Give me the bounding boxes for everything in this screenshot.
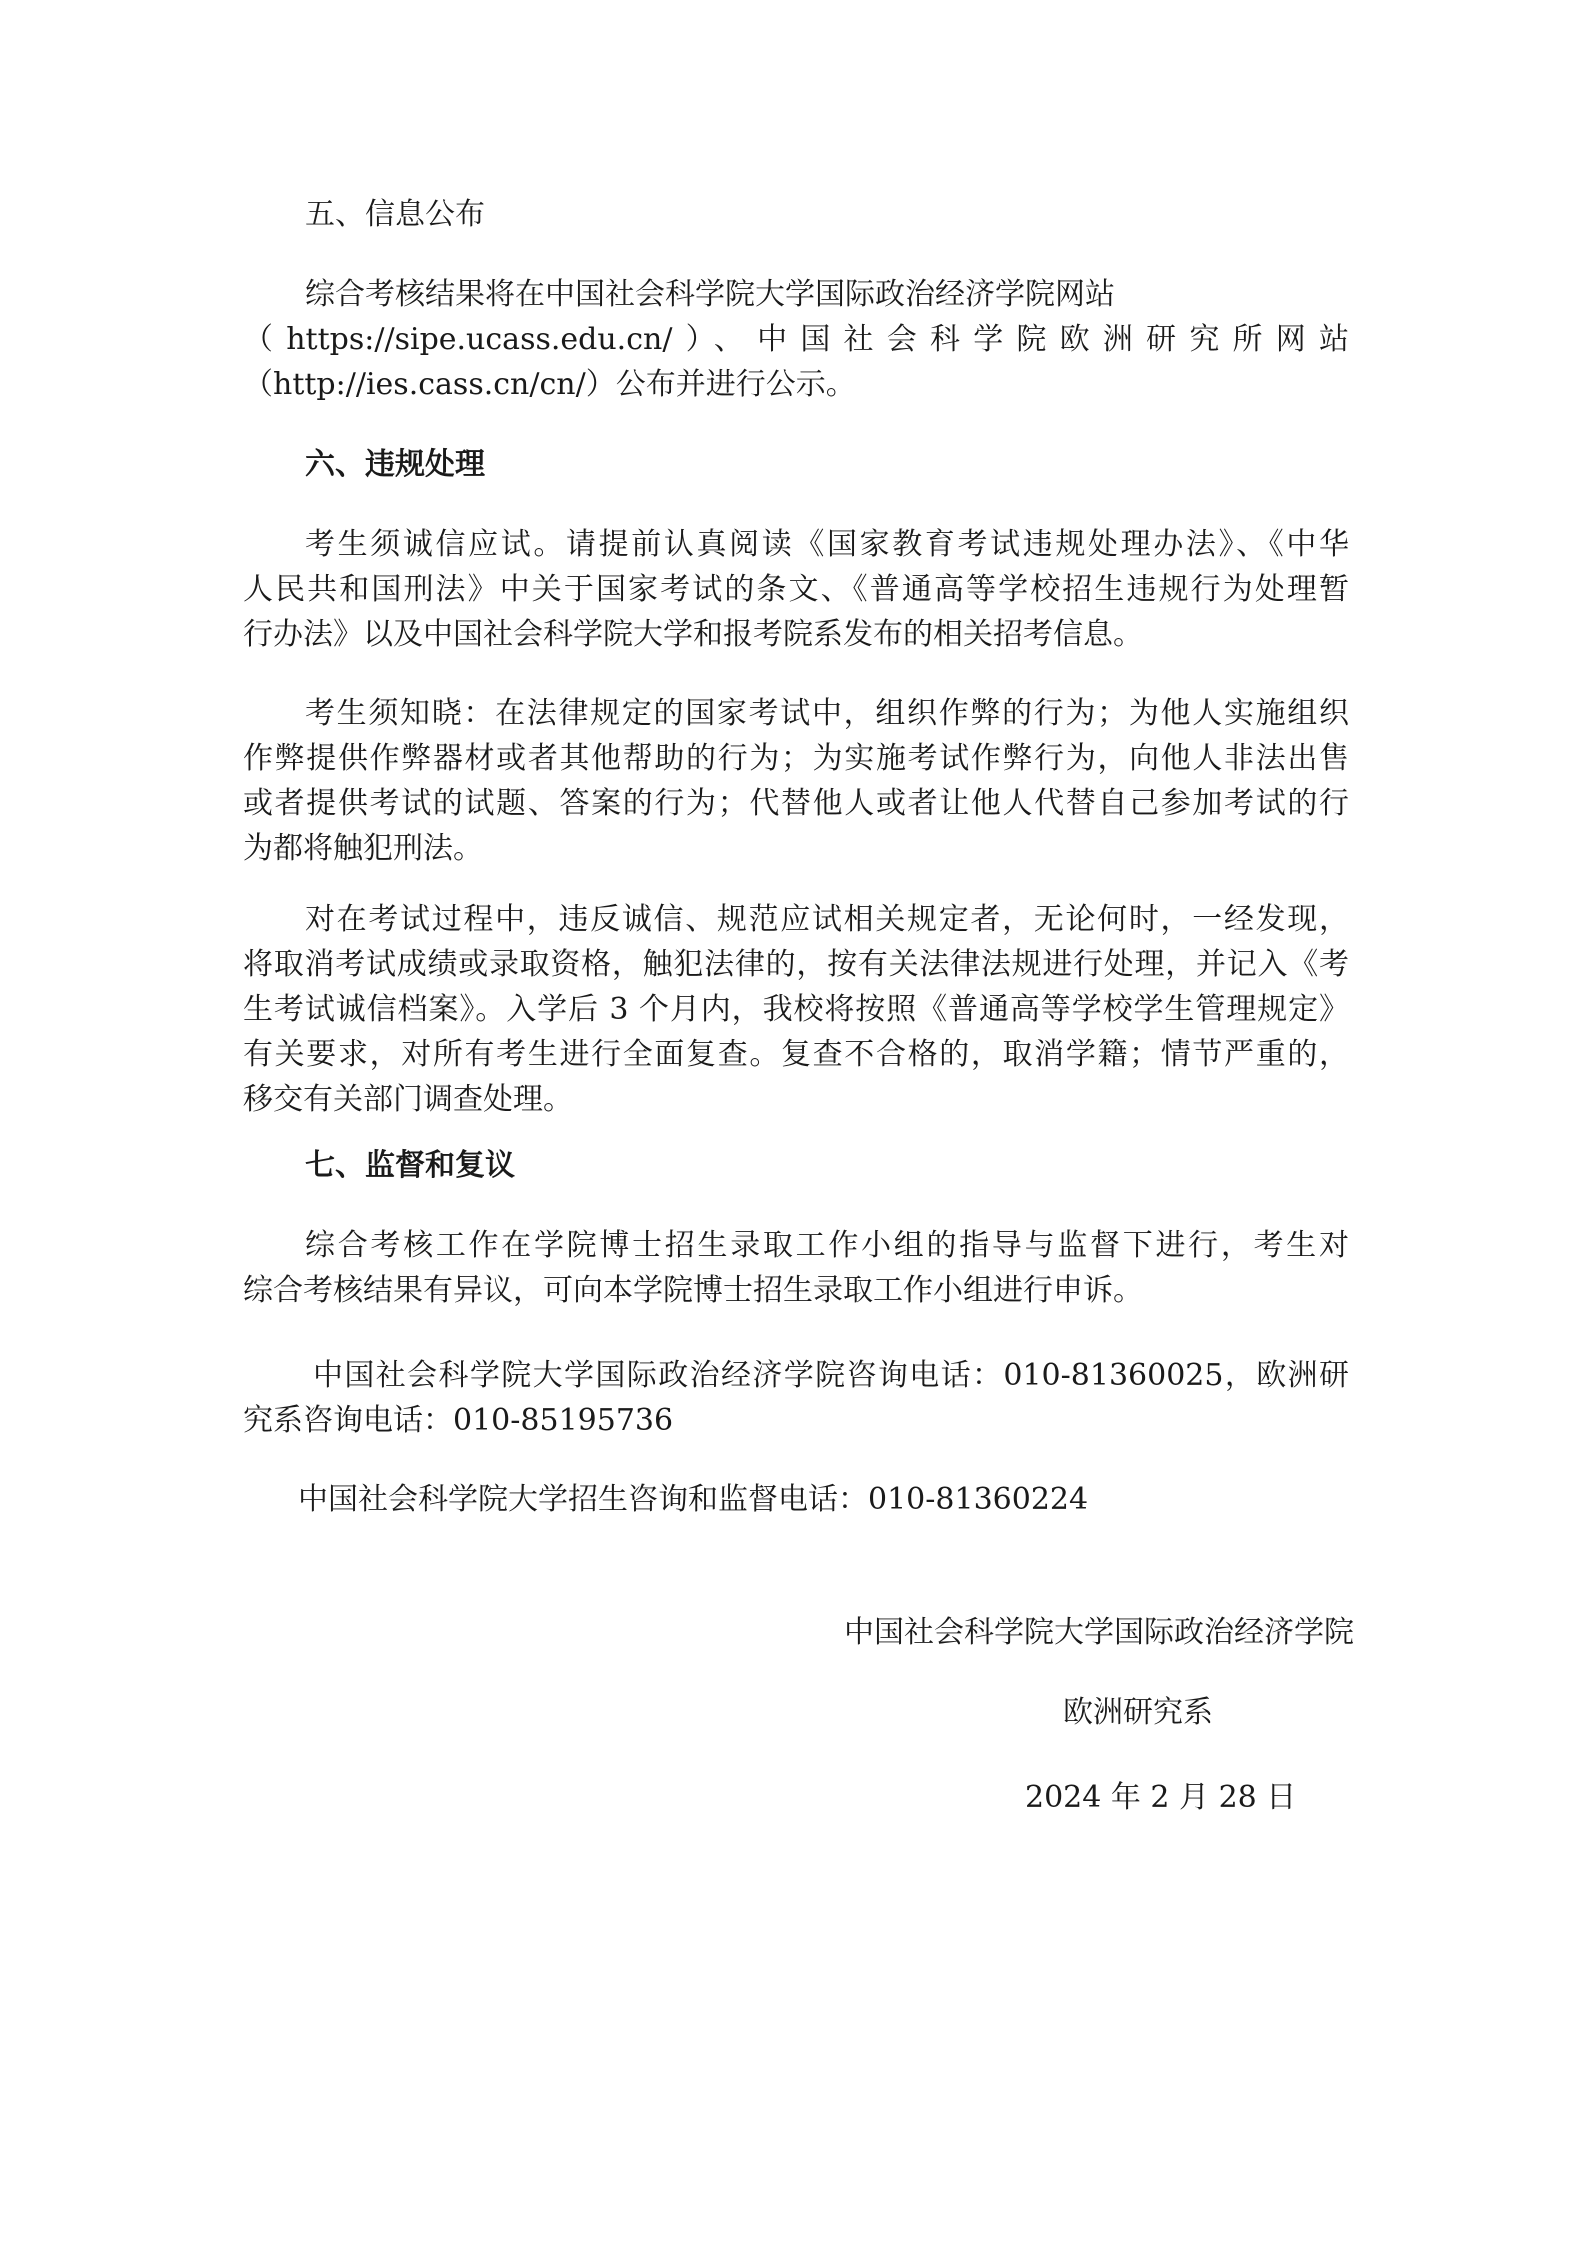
paragraph-line: 生考试诚信档案》。入学后 3 个月内，我校将按照《普通高等学校学生管理规定》 [243, 992, 1349, 1027]
paragraph-appeal [243, 1223, 1349, 1313]
paragraph-line: 考生须诚信应试。请提前认真阅读《国家教育考试违规处理办法》、《中华 [305, 527, 1349, 562]
paragraph-integrity [243, 522, 1349, 657]
paragraph-line: 中国社会科学院大学国际政治经济学院咨询电话：010-81360025，欧洲研 [313, 1358, 1349, 1393]
paragraph-line: 为都将触犯刑法。 [243, 831, 483, 866]
paragraph-review [243, 897, 1349, 1122]
paragraph-line: 行办法》以及中国社会科学院大学和报考院系发布的相关招考信息。 [243, 617, 1143, 652]
paragraph-line: （https://sipe.ucass.edu.cn/）、中国社会科学院欧洲研究所网站 [243, 322, 1349, 357]
paragraph-line: 作弊提供作弊器材或者其他帮助的行为；为实施考试作弊行为，向他人非法出售 [243, 741, 1349, 776]
paragraph-info-release [243, 272, 1349, 407]
paragraph-contact-phones [243, 1353, 1349, 1443]
paragraph-line: （http://ies.cass.cn/cn/）公布并进行公示。 [243, 367, 856, 402]
paragraph-line: 综合考核结果将在中国社会科学院大学国际政治经济学院网站 [305, 277, 1115, 312]
contact-supervision-phone: 中国社会科学院大学招生咨询和监督电话：010-81360224 [298, 1482, 1089, 1517]
paragraph-line: 综合考核工作在学院博士招生录取工作小组的指导与监督下进行，考生对 [305, 1228, 1349, 1263]
section-heading-supervision: 七、监督和复议 [305, 1148, 515, 1183]
paragraph-line: 移交有关部门调查处理。 [243, 1082, 573, 1117]
signature-date: 2024 年 2 月 28 日 [1025, 1780, 1297, 1815]
paragraph-line: 究系咨询电话：010-85195736 [243, 1403, 674, 1438]
signature-organization: 中国社会科学院大学国际政治经济学院 [844, 1615, 1354, 1650]
paragraph-line: 考生须知晓：在法律规定的国家考试中，组织作弊的行为；为他人实施组织 [305, 696, 1349, 731]
section-heading-violations: 六、违规处理 [305, 447, 485, 482]
paragraph-line: 有关要求，对所有考生进行全面复查。复查不合格的，取消学籍；情节严重的， [243, 1037, 1349, 1072]
paragraph-line: 对在考试过程中，违反诚信、规范应试相关规定者，无论何时，一经发现， [305, 902, 1349, 937]
paragraph-criminal-law [243, 691, 1349, 871]
paragraph-line: 或者提供考试的试题、答案的行为；代替他人或者让他人代替自己参加考试的行 [243, 786, 1349, 821]
paragraph-line: 将取消考试成绩或录取资格，触犯法律的，按有关法律法规进行处理，并记入《考 [243, 947, 1349, 982]
paragraph-line: 人民共和国刑法》中关于国家考试的条文、《普通高等学校招生违规行为处理暂 [243, 572, 1349, 607]
section-heading-info-release: 五、信息公布 [305, 197, 485, 232]
paragraph-line: 综合考核结果有异议，可向本学院博士招生录取工作小组进行申诉。 [243, 1273, 1143, 1308]
signature-department: 欧洲研究系 [1063, 1695, 1213, 1730]
